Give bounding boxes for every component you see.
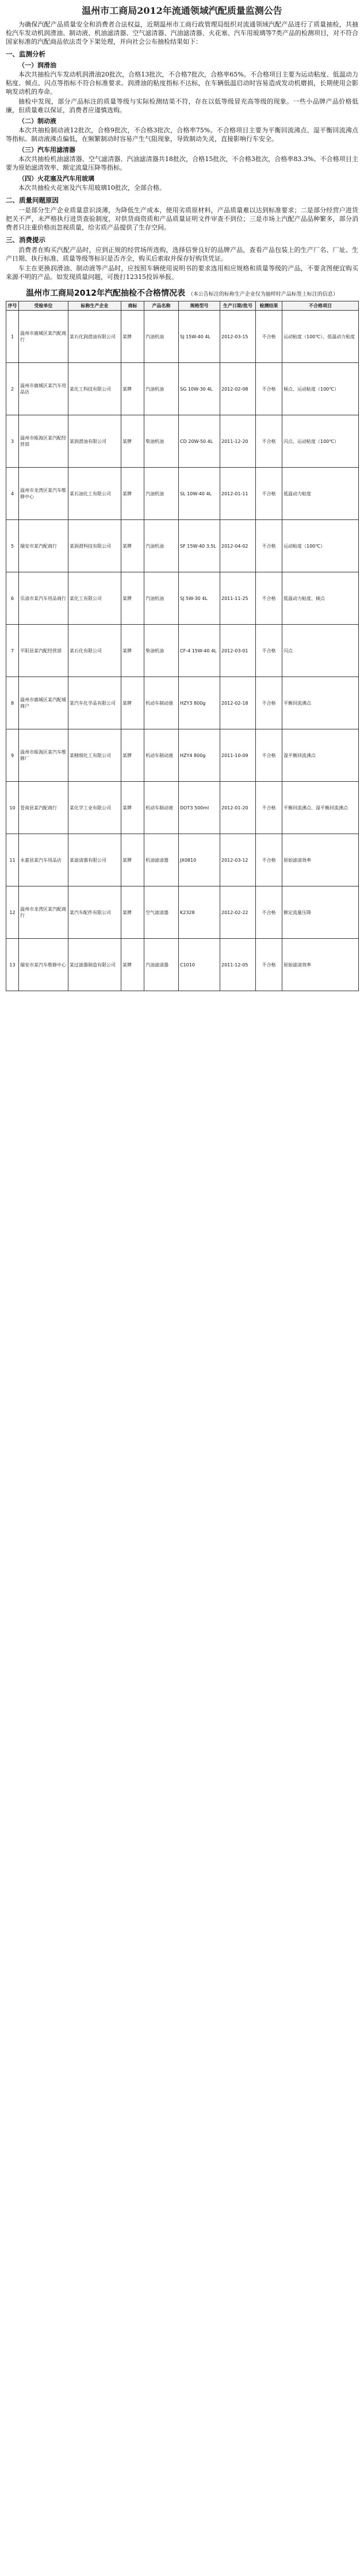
table-header-cell: 商标 bbox=[121, 301, 144, 311]
table-cell: 温州市鹿城区某汽车用品店 bbox=[19, 363, 68, 415]
table-cell: 11 bbox=[6, 834, 19, 886]
section-heading: 三、消费提示 bbox=[6, 236, 45, 244]
table-cell: 2012-04-02 bbox=[220, 520, 256, 572]
table-cell: 2012-02-08 bbox=[220, 363, 256, 415]
section-heading: 一、监测分析 bbox=[6, 50, 45, 58]
table-cell: 不合格 bbox=[256, 834, 282, 886]
table-cell: 乐清市某汽车用品商行 bbox=[19, 572, 68, 625]
table-cell: 2011-12-05 bbox=[220, 939, 256, 991]
table-cell: 2 bbox=[6, 363, 19, 415]
table-cell: 不合格 bbox=[256, 468, 282, 520]
table-row bbox=[6, 782, 359, 834]
table-cell: 某牌 bbox=[121, 886, 144, 939]
table-cell: 某石化润滑油有限公司 bbox=[68, 311, 121, 363]
table-row bbox=[6, 729, 359, 782]
table-row bbox=[6, 572, 359, 625]
table-cell: 温州市瓯海区某汽车维修厂 bbox=[19, 729, 68, 782]
table-cell: 8 bbox=[6, 677, 19, 729]
subsection-paragraph: 本次共抽检汽车发动机润滑油20批次，合格13批次，不合格7批次，合格率65%。不合格项目主要为运动粘度、低温动力粘度、倾点、闪点等指标不符合标准要求。润滑油的粘度指标不达标，在车辆低温启动时容易造成发动机磨损，长期使用会影响发动机的寿命。 bbox=[6, 71, 358, 95]
section-paragraph: 消费者在购买汽配产品时，应到正规的经营场所选购，选择信誉良好的品牌产品，查看产品包装上的生产厂名、厂址、生产日期、执行标准、质量等级等标识是否齐全，购买后索取并保存好购货凭证。 bbox=[6, 246, 358, 262]
table-cell: 闪点、运动粘度（100℃） bbox=[282, 415, 359, 468]
table-cell: 1 bbox=[6, 311, 19, 363]
table-cell: JX0810 bbox=[179, 834, 220, 886]
table-cell: 瑞安市某汽车维修中心 bbox=[19, 939, 68, 991]
table-header-cell: 序号 bbox=[6, 301, 19, 311]
table-cell: 某石化有限公司 bbox=[68, 625, 121, 677]
table-cell: K2328 bbox=[179, 886, 220, 939]
table-row bbox=[6, 415, 359, 468]
table-row bbox=[6, 677, 359, 729]
subsection-paragraph: 抽检中发现，部分产品标注的质量等级与实际检测结果不符，存在以低等级冒充高等级的现象。一些小品牌产品价格低廉，但质量难以保证，消费者应谨慎选购。 bbox=[6, 98, 358, 114]
table-cell: SJ 5W-30 4L bbox=[179, 572, 220, 625]
table-cell: SL 10W-40 4L bbox=[179, 468, 220, 520]
table-cell: 某化工科技有限公司 bbox=[68, 363, 121, 415]
table-header-row bbox=[6, 301, 359, 311]
table-cell: 平衡回流沸点 bbox=[282, 677, 359, 729]
table-cell: 12 bbox=[6, 886, 19, 939]
table-cell: SJ 15W-40 4L bbox=[179, 311, 220, 363]
table-cell: 机动车制动液 bbox=[144, 677, 179, 729]
table-cell: HZY3 800g bbox=[179, 677, 220, 729]
table-cell: 2011-12-20 bbox=[220, 415, 256, 468]
table-cell: 汽油机油 bbox=[144, 363, 179, 415]
table-cell: 某牌 bbox=[121, 311, 144, 363]
table-cell: 机油滤清器 bbox=[144, 834, 179, 886]
table-cell: HZY4 800g bbox=[179, 729, 220, 782]
table-cell: 温州市鹿城区某汽配城商户 bbox=[19, 677, 68, 729]
table-cell: 温州市龙湾区某汽配商行 bbox=[19, 886, 68, 939]
table-cell: 10 bbox=[6, 782, 19, 834]
table-cell: SG 10W-30 4L bbox=[179, 363, 220, 415]
table-header-cell: 产品名称 bbox=[144, 301, 179, 311]
table-header-cell: 检测结果 bbox=[256, 301, 282, 311]
table-cell: 2011-10-09 bbox=[220, 729, 256, 782]
table-cell: 2012-02-22 bbox=[220, 886, 256, 939]
table-cell: 汽油机油 bbox=[144, 520, 179, 572]
table-cell: 某牌 bbox=[121, 468, 144, 520]
table-cell: 某牌 bbox=[121, 363, 144, 415]
table-cell: 13 bbox=[6, 939, 19, 991]
document bbox=[6, 0, 358, 991]
table-cell: 2012-01-11 bbox=[220, 468, 256, 520]
table-cell: 运动粘度（100℃）、低温动力粘度 bbox=[282, 311, 359, 363]
table-header-cell: 不合格项目 bbox=[282, 301, 359, 311]
subsection-heading: （三）汽车用滤清器 bbox=[18, 146, 75, 154]
table-cell: 某牌 bbox=[121, 677, 144, 729]
table-cell: 某石油化工有限公司 bbox=[68, 468, 121, 520]
section-paragraph: 一是部分生产企业质量意识淡薄，为降低生产成本，使用劣质原材料，产品质量难以达到标准要求；二是部分经营户进货把关不严，未严格执行进货查验制度，对供货商资质和产品质量证明文件审查不到位；三是市场上汽配产品品种繁多，部分消费者只注重价格而忽视质量，给劣质产品提供了生存空间。 bbox=[6, 207, 358, 231]
table-cell: 不合格 bbox=[256, 363, 282, 415]
table-cell: DOT3 500ml bbox=[179, 782, 220, 834]
table-cell: 某牌 bbox=[121, 572, 144, 625]
table-cell: 2012-03-01 bbox=[220, 625, 256, 677]
table-cell: 温州市鹿城区某汽配商行 bbox=[19, 311, 68, 363]
table-cell: 不合格 bbox=[256, 415, 282, 468]
table-row bbox=[6, 311, 359, 363]
table-cell: 不合格 bbox=[256, 625, 282, 677]
table-title-text: 温州市工商局2012年汽配抽检不合格情况表 bbox=[26, 289, 186, 298]
table-cell: 不合格 bbox=[256, 782, 282, 834]
table-cell: 机动车制动液 bbox=[144, 782, 179, 834]
table-cell: 2012-02-18 bbox=[220, 677, 256, 729]
table-cell: 汽油机油 bbox=[144, 311, 179, 363]
table-cell: 不合格 bbox=[256, 939, 282, 991]
table-cell: 原始滤清效率 bbox=[282, 939, 359, 991]
subsection-heading: （二）制动液 bbox=[18, 117, 56, 125]
table-cell: 湿平衡回流沸点 bbox=[282, 729, 359, 782]
table-cell: 某过滤器制造有限公司 bbox=[68, 939, 121, 991]
table-subtitle: （本公告标注的标称生产企业仅为抽样时产品标签上标注的信息） bbox=[187, 292, 338, 297]
table-cell: 某牌 bbox=[121, 939, 144, 991]
table-cell: 平阳县某汽配经营部 bbox=[19, 625, 68, 677]
table-cell: 不合格 bbox=[256, 572, 282, 625]
section-heading: 二、质量问题原因 bbox=[6, 196, 59, 204]
table-cell: 平衡回流沸点、湿平衡回流沸点 bbox=[282, 782, 359, 834]
subsection-heading: （一）润滑油 bbox=[18, 62, 56, 69]
table-cell: 闪点 bbox=[282, 625, 359, 677]
table-cell: 5 bbox=[6, 520, 19, 572]
table-cell: CD 20W-50 4L bbox=[179, 415, 220, 468]
table-cell: 2012-03-12 bbox=[220, 834, 256, 886]
table-cell: 9 bbox=[6, 729, 19, 782]
table-row bbox=[6, 834, 359, 886]
subsection-paragraph: 本次共抽检火花塞及汽车用玻璃10批次，全部合格。 bbox=[18, 184, 166, 192]
table-row bbox=[6, 939, 359, 991]
table-cell: 原始滤清效率 bbox=[282, 834, 359, 886]
table-cell: 某牌 bbox=[121, 415, 144, 468]
table-cell: 2012-01-20 bbox=[220, 782, 256, 834]
table-cell: 某汽车化学品有限公司 bbox=[68, 677, 121, 729]
table-body bbox=[6, 311, 359, 991]
subsection-paragraph: 本次共抽检机油滤清器、空气滤清器、汽油滤清器共18批次，合格15批次，不合格3批次，合格率83.3%。不合格项目主要为原始滤清效率、额定流量压降等指标。 bbox=[6, 155, 358, 171]
table-row bbox=[6, 468, 359, 520]
intro-paragraph: 为确保汽配产品质量安全和消费者合法权益，近期温州市工商行政管理局组织对流通领域汽配产品进行了质量抽检，共抽检汽车发动机润滑油、制动液、机油滤清器、空气滤清器、汽油滤清器、火花塞、汽车用玻璃等7类产品的检测项目，对不符合国家标准的汽配商品依法责令下架处理，并向社会公布抽检结果如下： bbox=[6, 21, 358, 45]
table-cell: 7 bbox=[6, 625, 19, 677]
table-cell: 汽油机油 bbox=[144, 468, 179, 520]
table-cell: 不合格 bbox=[256, 311, 282, 363]
table-cell: 柴油机油 bbox=[144, 625, 179, 677]
table-header-cell: 生产日期/批号 bbox=[220, 301, 256, 311]
table-cell: 2012-03-15 bbox=[220, 311, 256, 363]
subsection-heading: （四）火花塞及汽车用玻璃 bbox=[18, 175, 94, 182]
table-title bbox=[6, 287, 358, 299]
table-row bbox=[6, 520, 359, 572]
table-cell: 倾点、运动粘度（100℃） bbox=[282, 363, 359, 415]
table-cell: 某润滑科技有限公司 bbox=[68, 520, 121, 572]
table-cell: 不合格 bbox=[256, 886, 282, 939]
table-cell: 低温动力粘度 bbox=[282, 468, 359, 520]
table-cell: 额定流量压降 bbox=[282, 886, 359, 939]
table-cell: 某滤清器有限公司 bbox=[68, 834, 121, 886]
table-cell: 某牌 bbox=[121, 782, 144, 834]
table-cell: 某化学工业有限公司 bbox=[68, 782, 121, 834]
table-cell: CF-4 15W-40 4L bbox=[179, 625, 220, 677]
table-cell: C1010 bbox=[179, 939, 220, 991]
table-cell: 汽油滤清器 bbox=[144, 939, 179, 991]
sections-container bbox=[6, 49, 358, 281]
table-header-cell: 规格型号 bbox=[179, 301, 220, 311]
table-cell: 柴油机油 bbox=[144, 415, 179, 468]
table-cell: 温州市瓯海区某汽配经营部 bbox=[19, 415, 68, 468]
table-cell: 瑞安市某汽配商行 bbox=[19, 520, 68, 572]
section-paragraph: 车主在更换润滑油、制动液等产品时，应按照车辆使用说明书的要求选用相应规格和质量等级的产品，不要贪图便宜购买来源不明的产品。如发现质量问题，可拨打12315投诉举报。 bbox=[6, 265, 358, 281]
table-row bbox=[6, 625, 359, 677]
table-cell: 3 bbox=[6, 415, 19, 468]
table-row bbox=[6, 363, 359, 415]
table-cell: SF 15W-40 3.5L bbox=[179, 520, 220, 572]
table-cell: 苍南县某汽配商行 bbox=[19, 782, 68, 834]
table-cell: 某牌 bbox=[121, 625, 144, 677]
table-cell: 某润滑油有限公司 bbox=[68, 415, 121, 468]
table-cell: 永嘉县某汽车用品店 bbox=[19, 834, 68, 886]
table-cell: 机动车制动液 bbox=[144, 729, 179, 782]
table-cell: 2011-11-25 bbox=[220, 572, 256, 625]
table-cell: 某牌 bbox=[121, 729, 144, 782]
table-row bbox=[6, 886, 359, 939]
page-title: 温州市工商局2012年流通领域汽配质量监测公告 bbox=[82, 5, 282, 16]
table-header-cell: 受检单位 bbox=[19, 301, 68, 311]
table-cell: 不合格 bbox=[256, 729, 282, 782]
table-cell: 某汽车配件有限公司 bbox=[68, 886, 121, 939]
results-table bbox=[6, 301, 359, 991]
table-cell: 不合格 bbox=[256, 677, 282, 729]
subsection-paragraph: 本次共抽检制动液12批次，合格9批次，不合格3批次，合格率75%。不合格项目主要为平衡回流沸点、湿平衡回流沸点等指标。制动液沸点偏低，在频繁制动时容易产生气阻现象，导致制动失灵，直接影响行车安全。 bbox=[6, 127, 358, 143]
table-cell: 汽油机油 bbox=[144, 572, 179, 625]
table-cell: 4 bbox=[6, 468, 19, 520]
table-cell: 某牌 bbox=[121, 834, 144, 886]
table-cell: 运动粘度（100℃） bbox=[282, 520, 359, 572]
table-cell: 某精细化工有限公司 bbox=[68, 729, 121, 782]
table-header-cell: 标称生产企业 bbox=[68, 301, 121, 311]
table-cell: 某化工有限公司 bbox=[68, 572, 121, 625]
table-cell: 不合格 bbox=[256, 520, 282, 572]
table-cell: 温州市龙湾区某汽车维修中心 bbox=[19, 468, 68, 520]
table-cell: 6 bbox=[6, 572, 19, 625]
table-cell: 空气滤清器 bbox=[144, 886, 179, 939]
table-cell: 低温动力粘度、倾点 bbox=[282, 572, 359, 625]
table-cell: 某牌 bbox=[121, 520, 144, 572]
